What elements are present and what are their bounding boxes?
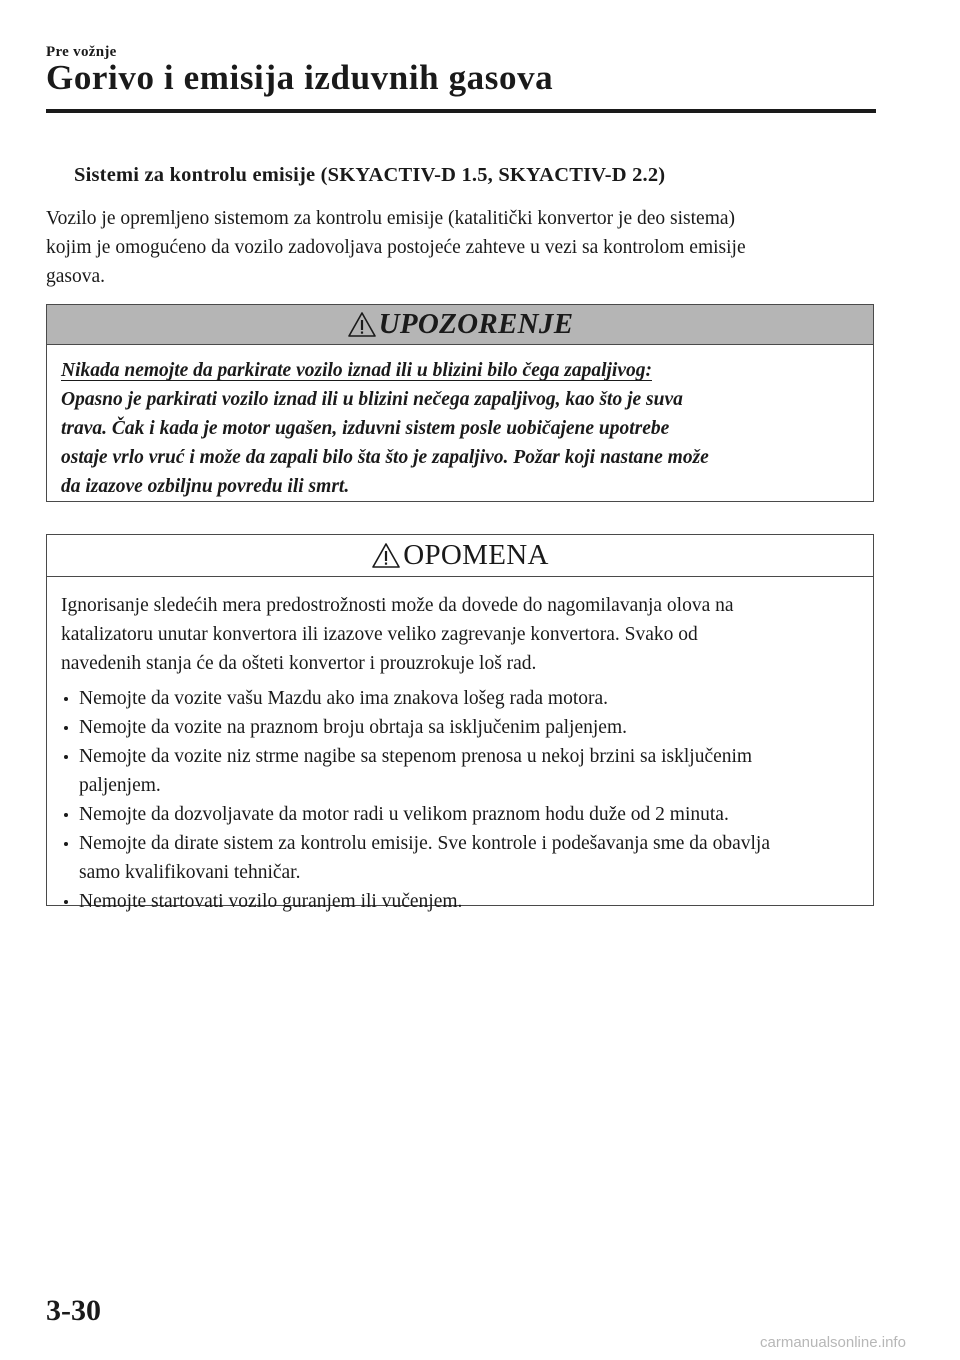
list-item bbox=[61, 887, 859, 916]
caution-intro-line: navedenih stanja će da ošteti konvertor i prouzrokuje loš rad. bbox=[61, 653, 537, 674]
bullet-dot-icon bbox=[64, 755, 68, 759]
warning-triangle-icon bbox=[347, 311, 377, 338]
warning-header bbox=[47, 305, 873, 345]
warning-line: trava. Čak i kada je motor ugašen, izduvni sistem posle uobičajene upotrebe bbox=[61, 418, 670, 439]
warning-title: UPOZORENJE bbox=[378, 308, 574, 340]
warning-body bbox=[47, 345, 873, 501]
list-item bbox=[61, 713, 859, 742]
section-heading: Sistemi za kontrolu emisije (SKYACTIV-D 1.5, SKYACTIV-D 2.2) bbox=[74, 164, 666, 186]
intro-paragraph bbox=[46, 204, 876, 291]
warning-line: Opasno je parkirati vozilo iznad ili u blizini nečega zapaljivog, kao što je suva bbox=[61, 389, 683, 410]
bullet-dot-icon bbox=[64, 697, 68, 701]
caution-body bbox=[47, 577, 873, 916]
page-number: 3-30 bbox=[46, 1294, 101, 1327]
list-item-text: samo kvalifikovani tehničar. bbox=[79, 862, 301, 883]
bullet-dot-icon bbox=[64, 842, 68, 846]
bullet-dot-icon bbox=[64, 726, 68, 730]
intro-line: kojim je omogućeno da vozilo zadovoljava postojeće zahteve u vezi sa kontrolom emisije bbox=[46, 237, 746, 258]
chapter-label: Pre vožnje bbox=[46, 44, 117, 60]
bullet-dot-icon bbox=[64, 900, 68, 904]
caution-intro-line: Ignorisanje sledećih mera predostrožnosti može da dovede do nagomilavanja olova na bbox=[61, 595, 734, 616]
warning-box bbox=[46, 304, 874, 502]
page-title: Gorivo i emisija izduvnih gasova bbox=[46, 58, 554, 97]
list-item-text: Nemojte da vozite vašu Mazdu ako ima znakova lošeg rada motora. bbox=[79, 688, 609, 709]
list-item bbox=[61, 829, 859, 887]
intro-line: gasova. bbox=[46, 266, 106, 287]
caution-bullet-list bbox=[61, 684, 859, 916]
warning-line: da izazove ozbiljnu povredu ili smrt. bbox=[61, 476, 350, 497]
title-rule bbox=[46, 109, 876, 113]
list-item-text: Nemojte da dirate sistem za kontrolu emisije. Sve kontrole i podešavanja sme da obavlja bbox=[79, 833, 770, 854]
list-item-text: Nemojte da vozite na praznom broju obrtaja sa isključenim paljenjem. bbox=[79, 717, 627, 738]
warning-lead: Nikada nemojte da parkirate vozilo iznad ili u blizini bilo čega zapaljivog: bbox=[61, 360, 652, 381]
list-item bbox=[61, 742, 859, 800]
caution-intro-line: katalizatoru unutar konvertora ili izazove veliko zagrevanje konvertora. Svako od bbox=[61, 624, 698, 645]
caution-header bbox=[47, 535, 873, 577]
list-item-text: Nemojte startovati vozilo guranjem ili vučenjem. bbox=[79, 891, 463, 912]
watermark-link[interactable]: carmanualsonline.info bbox=[760, 1334, 906, 1351]
list-item bbox=[61, 684, 859, 713]
warning-line: ostaje vrlo vruć i može da zapali bilo šta što je zapaljivo. Požar koji nastane može bbox=[61, 447, 709, 468]
list-item-text: paljenjem. bbox=[79, 775, 161, 796]
intro-line: Vozilo je opremljeno sistemom za kontrolu emisije (katalitički konvertor je deo sistema) bbox=[46, 208, 736, 229]
list-item-text: Nemojte da vozite niz strme nagibe sa stepenom prenosa u nekoj brzini sa isključenim bbox=[79, 746, 753, 767]
caution-title: OPOMENA bbox=[403, 539, 549, 571]
list-item bbox=[61, 800, 859, 829]
bullet-dot-icon bbox=[64, 813, 68, 817]
list-item-text: Nemojte da dozvoljavate da motor radi u velikom praznom hodu duže od 2 minuta. bbox=[79, 804, 729, 825]
caution-box bbox=[46, 534, 874, 912]
warning-triangle-icon bbox=[371, 542, 401, 569]
